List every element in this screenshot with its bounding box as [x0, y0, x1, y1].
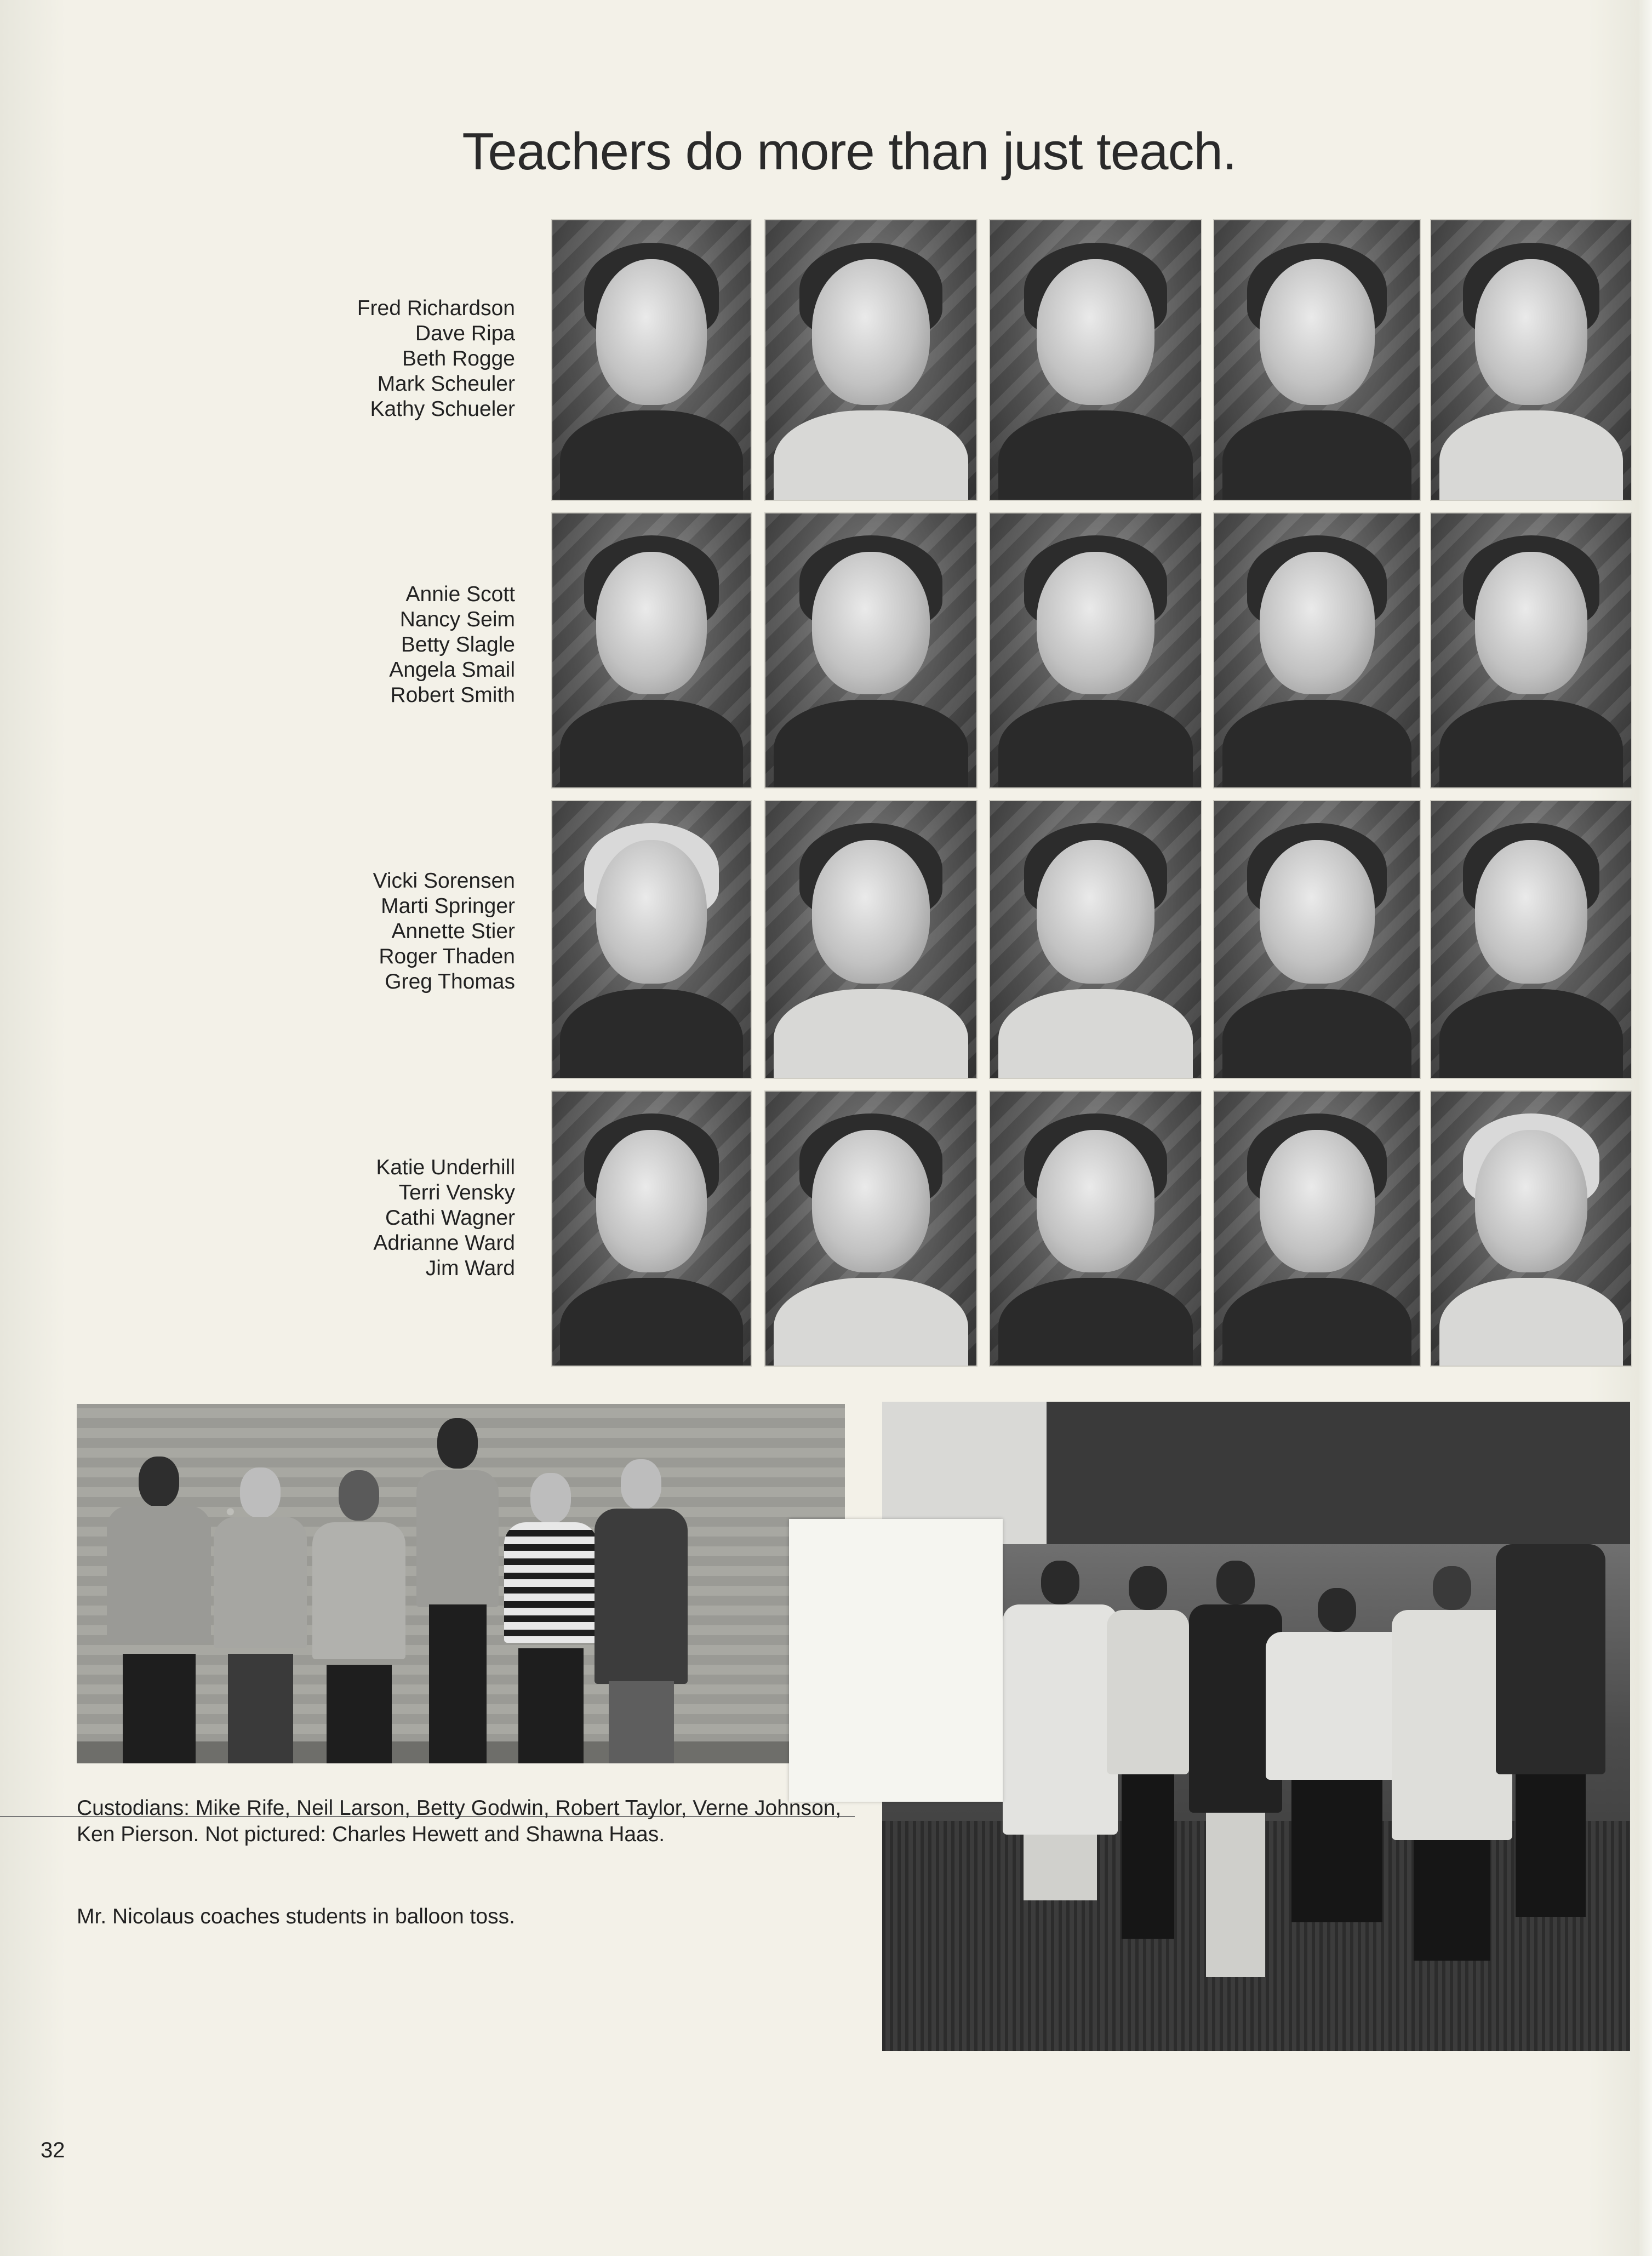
teacher-name: Katie Underhill — [376, 1156, 515, 1179]
name-list-row-1 — [230, 296, 515, 422]
teacher-portrait — [1213, 219, 1421, 501]
teacher-name: Annie Scott — [405, 582, 515, 606]
teacher-portrait — [551, 1090, 752, 1367]
teacher-portrait — [989, 1090, 1202, 1367]
teacher-name: Nancy Seim — [399, 608, 515, 631]
teacher-portrait — [551, 512, 752, 789]
teacher-name: Greg Thomas — [385, 970, 515, 993]
teacher-name: Robert Smith — [390, 683, 515, 707]
teacher-portrait — [1430, 219, 1632, 501]
teacher-name: Mark Scheuler — [377, 372, 515, 396]
paper-patch — [789, 1519, 1003, 1802]
page-title: Teachers do more than just teach. — [462, 122, 1237, 181]
teacher-portrait — [989, 219, 1202, 501]
teacher-portrait — [1213, 512, 1421, 789]
teacher-portrait — [989, 800, 1202, 1079]
teacher-portrait — [1430, 1090, 1632, 1367]
teacher-portrait — [1430, 800, 1632, 1079]
teacher-portrait — [764, 1090, 978, 1367]
name-list-row-3 — [230, 869, 515, 995]
teacher-portrait — [989, 512, 1202, 789]
name-list-row-2 — [230, 582, 515, 708]
teacher-name: Cathi Wagner — [385, 1206, 515, 1230]
page-number: 32 — [41, 2138, 65, 2162]
teacher-portrait — [1213, 800, 1421, 1079]
teacher-name: Marti Springer — [381, 894, 515, 918]
teacher-name: Jim Ward — [425, 1256, 515, 1280]
teacher-portrait — [551, 219, 752, 501]
custodians-caption: Custodians: Mike Rife, Neil Larson, Betty Godwin, Robert Taylor, Verne Johnson, Ken Pierson. Not pictured: Charles Hewett and Shawna Haas. — [77, 1796, 842, 1846]
teacher-name: Beth Rogge — [402, 347, 515, 370]
teacher-name: Adrianne Ward — [373, 1231, 515, 1255]
teacher-portrait — [764, 512, 978, 789]
custodians-photo — [77, 1404, 845, 1763]
teacher-portrait — [1213, 1090, 1421, 1367]
teacher-name: Vicki Sorensen — [373, 869, 515, 893]
teacher-portrait — [551, 800, 752, 1079]
teacher-portrait — [764, 219, 978, 501]
teacher-name: Betty Slagle — [401, 633, 515, 656]
teacher-name: Angela Smail — [389, 658, 515, 682]
teacher-name: Terri Vensky — [398, 1181, 515, 1204]
teacher-name: Roger Thaden — [379, 945, 515, 968]
teacher-portrait — [1430, 512, 1632, 789]
teacher-name: Annette Stier — [391, 919, 515, 943]
balloon-toss-caption: Mr. Nicolaus coaches students in balloon toss. — [77, 1905, 515, 1928]
name-list-row-4 — [230, 1155, 515, 1281]
teacher-name: Fred Richardson — [357, 296, 515, 320]
teacher-name: Kathy Schueler — [370, 397, 515, 421]
teacher-portrait — [764, 800, 978, 1079]
teacher-name: Dave Ripa — [415, 322, 515, 345]
